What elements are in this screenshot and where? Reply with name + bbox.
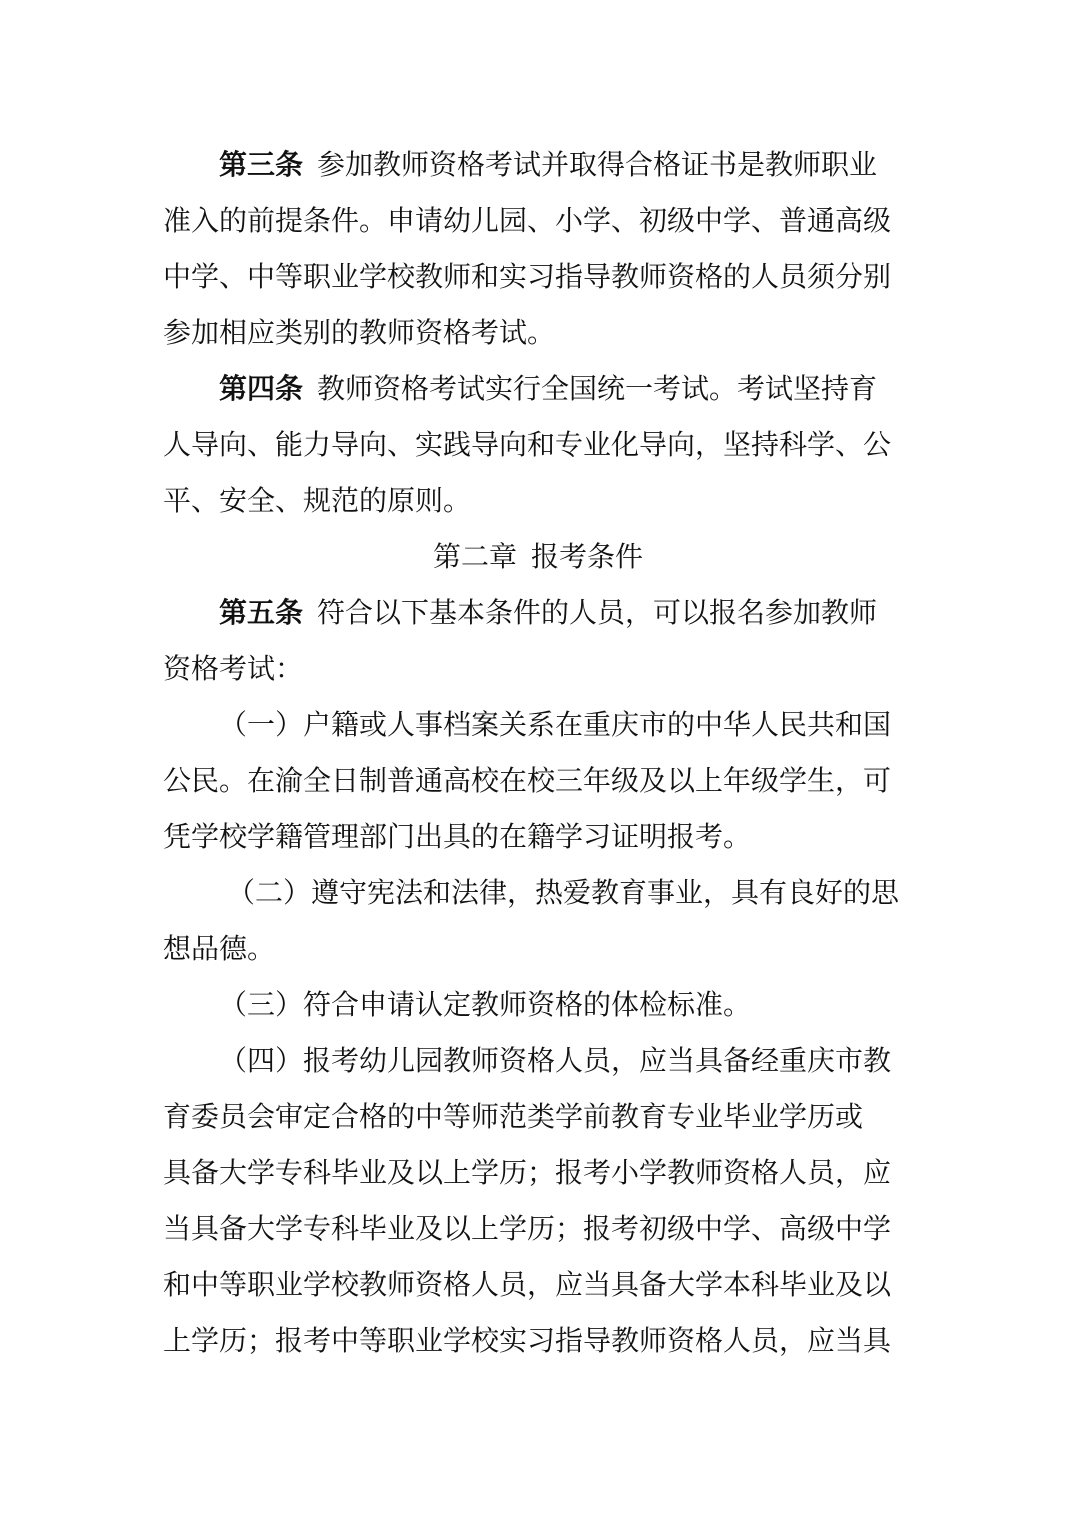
article-5-label: 第五条 xyxy=(219,596,304,629)
article-3-line-2: 准入的前提条件。申请幼儿园、小学、初级中学、普通高级 xyxy=(163,204,892,237)
document-body xyxy=(163,137,913,1369)
chapter-2-title: 报考条件 xyxy=(531,540,644,573)
article-3-text-1: 参加教师资格考试并取得合格证书是教师职业 xyxy=(317,148,878,181)
article-4-text-1: 教师资格考试实行全国统一考试。考试坚持育 xyxy=(317,372,878,405)
article-4-line-1 xyxy=(163,361,913,417)
article-4-label: 第四条 xyxy=(219,372,304,405)
article-4-line-3: 平、安全、规范的原则。 xyxy=(163,484,472,517)
item-2-line-2: 想品德。 xyxy=(163,932,276,965)
chapter-2-heading xyxy=(163,529,913,585)
item-4-line-5: 和中等职业学校教师资格人员，应当具备大学本科毕业及以 xyxy=(163,1268,892,1301)
item-1-line-3: 凭学校学籍管理部门出具的在籍学习证明报考。 xyxy=(163,820,752,853)
item-4-line-4: 当具备大学专科毕业及以上学历；报考初级中学、高级中学 xyxy=(163,1212,892,1245)
chapter-2-number: 第二章 xyxy=(432,540,517,573)
article-3-line-4: 参加相应类别的教师资格考试。 xyxy=(163,316,556,349)
item-4-line-2: 育委员会审定合格的中等师范类学前教育专业毕业学历或 xyxy=(163,1100,864,1133)
article-3-label: 第三条 xyxy=(219,148,304,181)
item-4-line-1: （四）报考幼儿园教师资格人员，应当具备经重庆市教 xyxy=(219,1044,892,1077)
article-5-text-1: 符合以下基本条件的人员，可以报名参加教师 xyxy=(317,596,878,629)
item-3-line-1: （三）符合申请认定教师资格的体检标准。 xyxy=(219,988,752,1021)
article-3-line-1 xyxy=(163,137,913,193)
article-5-line-2: 资格考试： xyxy=(163,652,304,685)
article-3-line-3: 中学、中等职业学校教师和实习指导教师资格的人员须分别 xyxy=(163,260,892,293)
item-2-line-1: （二）遵守宪法和法律，热爱教育事业，具有良好的思 xyxy=(227,876,900,909)
item-1-line-1: （一）户籍或人事档案关系在重庆市的中华人民共和国 xyxy=(219,708,892,741)
article-5-line-1 xyxy=(163,585,913,641)
item-4-line-3: 具备大学专科毕业及以上学历；报考小学教师资格人员，应 xyxy=(163,1156,892,1189)
item-1-line-2: 公民。在渝全日制普通高校在校三年级及以上年级学生，可 xyxy=(163,764,892,797)
item-4-line-6: 上学历；报考中等职业学校实习指导教师资格人员，应当具 xyxy=(163,1324,892,1357)
article-4-line-2: 人导向、能力导向、实践导向和专业化导向，坚持科学、公 xyxy=(163,428,892,461)
